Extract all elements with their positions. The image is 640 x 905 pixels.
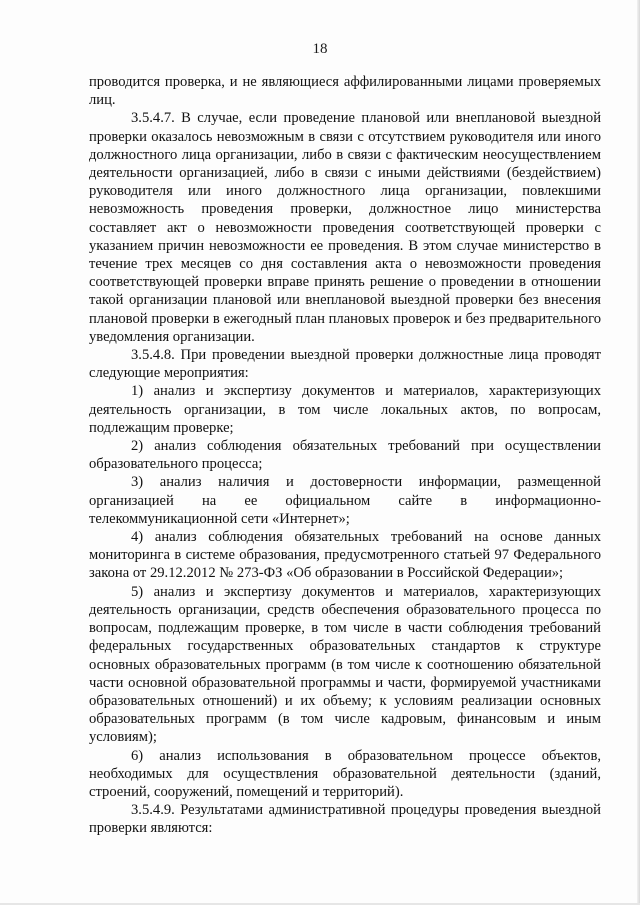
paragraph-continuation: проводится проверка, и не являющиеся аффилированными лицами проверяемых лиц. (89, 74, 601, 109)
page-number: 18 (312, 41, 328, 57)
list-item-4: 4) анализ соблюдения обязательных требований на основе данных мониторинга в системе образования, предусмотренного статьей 97 Федерального закона от 29.12.2012 № 273-ФЗ «Об образовании в Российской Федерации»; (89, 529, 601, 582)
list-item-3: 3) анализ наличия и достоверности информации, размещенной организацией на ее официальном сайте в информационно-телекоммуникационной сети «Интернет»; (89, 474, 601, 527)
paragraph-3-5-4-9: 3.5.4.9. Результатами административной процедуры проведения выездной проверки являются: (89, 802, 601, 837)
list-item-5: 5) анализ и экспертизу документов и материалов, характеризующих деятельность организации, средств обеспечения образовательного процесса по вопросам, подлежащим проверке, в том числе в части соблюдения требований федеральных государственных образовательных стандартов к структуре основных образовательных программ (в том числе к соотношению обязательной части основной образовательной программы и части, формируемой участниками образовательных отношений) и их объему; к условиям реализации основных образовательных программ (в том числе кадровым, финансовым и иным условиям); (89, 583, 601, 746)
paragraph-3-5-4-8: 3.5.4.8. При проведении выездной проверки должностные лица проводят следующие мероприятия: (89, 347, 601, 382)
document-body (89, 73, 601, 838)
paragraph-3-5-4-7: 3.5.4.7. В случае, если проведение плановой или внеплановой выездной проверки оказалось невозможным в связи с отсутствием руководителя или иного должностного лица организации, либо в связи с фактическим неосуществлением деятельности организацией, либо в связи с иными действиями (бездействием) руководителя или иного должностного лица организации, повлекшими невозможность проведения проверки, должностное лицо министерства составляет акт о невозможности проведения соответствующей проверки с указанием причин невозможности ее проведения. В этом случае министерство в течение трех месяцев со дня составления акта о невозможности проведения соответствующей проверки вправе принять решение о проведении в отношении такой организации плановой или внеплановой выездной проверки без внесения плановой проверки в ежегодный план плановых проверок и без предварительного уведомления организации. (89, 110, 601, 345)
list-item-6: 6) анализ использования в образовательном процессе объектов, необходимых для осуществления образовательной деятельности (зданий, строений, сооружений, помещений и территорий). (89, 747, 601, 800)
list-item-2: 2) анализ соблюдения обязательных требований при осуществлении образовательного процесса; (89, 438, 601, 473)
list-item-1: 1) анализ и экспертизу документов и материалов, характеризующих деятельность организации, в том числе локальных актов, по вопросам, подлежащим проверке; (89, 383, 601, 436)
